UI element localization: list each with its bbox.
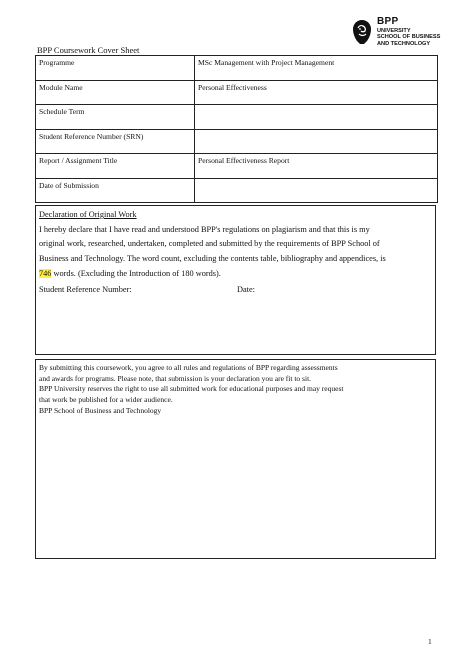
row-value[interactable]: [195, 178, 438, 203]
terms-box: [35, 359, 436, 559]
table-row: [36, 154, 438, 179]
logo-wordmark: [377, 17, 440, 47]
word-count-line: [39, 267, 432, 282]
word-count-highlight: 746: [39, 268, 52, 278]
terms-line: BPP School of Business and Technology: [39, 405, 162, 415]
logo-subtitle: UNIVERSITY SCHOOL OF BUSINESS AND TECHNOLOGY: [377, 27, 441, 47]
table-row: [36, 129, 438, 154]
table-row: [36, 80, 438, 105]
declaration-line: original work, researched, undertaken, completed and submitted by the requirements of BPP School of: [39, 239, 380, 249]
lion-logo-icon: [352, 19, 372, 45]
cover-sheet-table: [35, 55, 438, 203]
declaration-box: [35, 205, 436, 355]
row-value[interactable]: [195, 129, 438, 154]
terms-line: BPP University reserves the right to use all submitted work for educational purposes and may request: [39, 384, 344, 394]
sheet-title: BPP Coursework Cover Sheet: [37, 45, 140, 55]
signature-line: [39, 283, 432, 298]
row-value[interactable]: [195, 105, 438, 130]
row-label: Programme: [36, 56, 195, 81]
declaration-heading: Declaration of Original Work: [39, 210, 137, 219]
row-value[interactable]: Personal Effectiveness: [195, 80, 438, 105]
row-label: Date of Submission: [36, 178, 195, 203]
table-row: [36, 105, 438, 130]
date-label: Date:: [237, 285, 255, 295]
bpp-logo: [352, 17, 440, 47]
table-row: [36, 56, 438, 81]
row-label: Student Reference Number (SRN): [36, 129, 195, 154]
row-value[interactable]: Personal Effectiveness Report: [195, 154, 438, 179]
logo-brand: BPP: [377, 15, 399, 27]
row-label: Report / Assignment Title: [36, 154, 195, 179]
row-value[interactable]: MSc Management with Project Management: [195, 56, 438, 81]
terms-line: and awards for programs. Please note, that submission is your declaration you are fit to sit.: [39, 373, 312, 383]
row-label: Schedule Term: [36, 105, 195, 130]
word-count-suffix: words. (Excluding the Introduction of 180 words).: [51, 268, 221, 278]
srn-label: Student Reference Number:: [39, 285, 132, 295]
declaration-line: Business and Technology. The word count, excluding the contents table, bibliography and appendices, is: [39, 254, 386, 264]
terms-line: By submitting this coursework, you agree to all rules and regulations of BPP regarding assessments: [39, 363, 338, 372]
terms-line: that work be published for a wider audience.: [39, 394, 173, 404]
table-row: [36, 178, 438, 203]
page-number: 1: [428, 637, 432, 646]
row-label: Module Name: [36, 80, 195, 105]
declaration-line: I hereby declare that I have read and understood BPP's regulations on plagiarism and that this is my: [39, 224, 370, 234]
